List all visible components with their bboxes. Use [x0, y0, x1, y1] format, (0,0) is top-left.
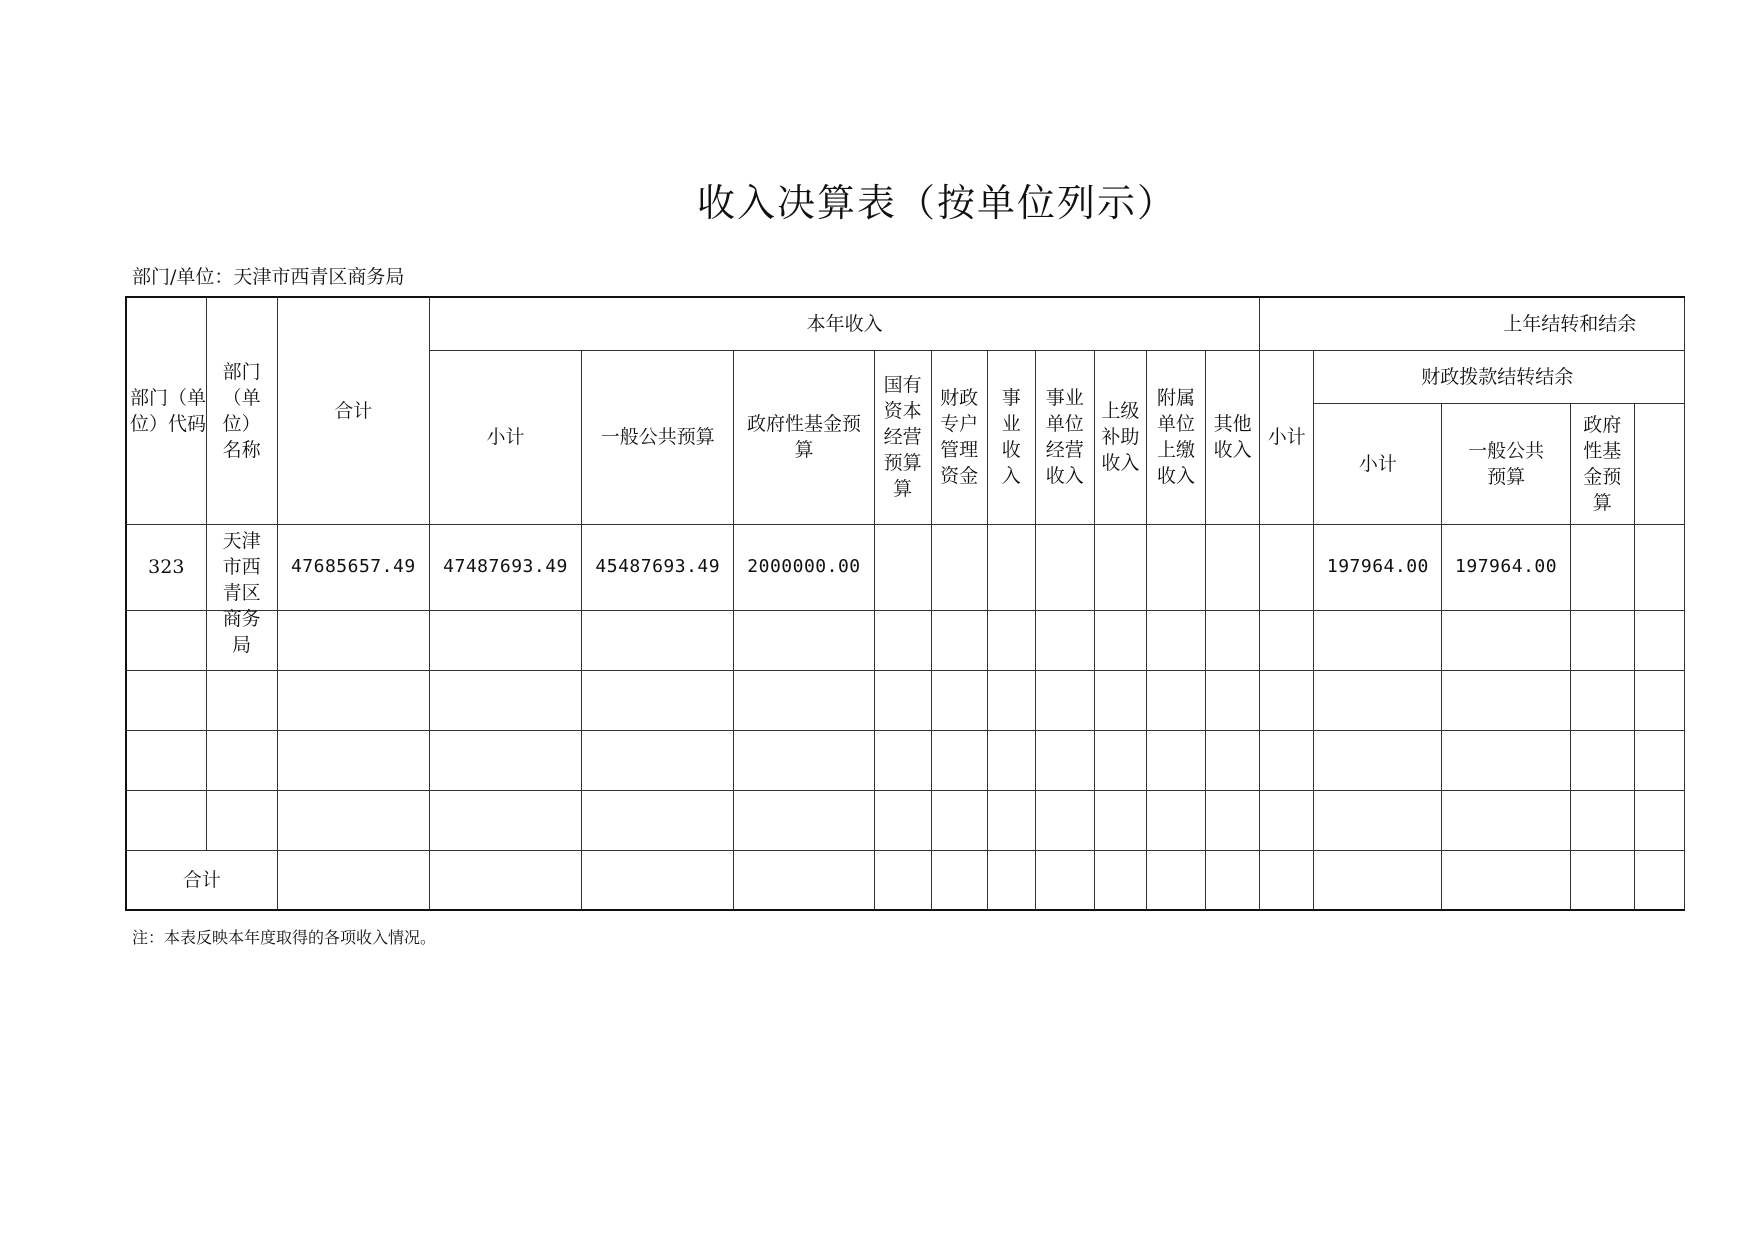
total-row-label: 合计: [126, 850, 277, 910]
header-prior-subtotal: 小计: [1260, 350, 1314, 524]
income-table: [125, 296, 1685, 911]
cell-prior-fiscal-subtotal: 197964.00: [1314, 524, 1442, 610]
header-fiscal-carryover: 财政拨款结转结余: [1314, 350, 1685, 403]
header-gov-fund-budget: 政府性基金预算: [734, 350, 874, 524]
cell-empty: [1570, 524, 1634, 610]
cell-empty: [1146, 524, 1205, 610]
header-prior-gov-fund-budget: 政府性基金预算: [1570, 403, 1634, 524]
header-prior-subtotal-inner: 小计: [1314, 403, 1442, 524]
header-fiscal-special-funds: 财政专户管理资金: [931, 350, 987, 524]
table-row-empty: [126, 670, 1685, 730]
header-business-income: 事业收入: [987, 350, 1035, 524]
header-affiliated-unit-income: 附属单位上缴收入: [1146, 350, 1205, 524]
cell-subtotal: 47487693.49: [429, 524, 581, 610]
table-row-empty: [126, 730, 1685, 790]
cell-empty: [1035, 524, 1094, 610]
cell-prior-general-public-budget: 197964.00: [1442, 524, 1570, 610]
cell-name: 天津市西青区商务局: [206, 524, 277, 610]
header-subtotal: 小计: [429, 350, 581, 524]
cell-empty: [1634, 524, 1684, 610]
cell-code: 323: [126, 524, 206, 610]
header-business-operating-income: 事业单位经营收入: [1035, 350, 1094, 524]
header-other-income: 其他收入: [1206, 350, 1260, 524]
header-prior-extra: [1634, 403, 1684, 524]
table-row: [126, 524, 1685, 610]
header-dept-name: 部门（单位）名称: [206, 297, 277, 524]
header-row-1: [126, 297, 1685, 350]
header-prior-year-carryover: 上年结转和结余: [1260, 297, 1685, 350]
cell-empty: [1206, 524, 1260, 610]
page-title: 收入决算表（按单位列示）: [696, 181, 1177, 225]
cell-empty: [1260, 524, 1314, 610]
cell-empty: [1094, 524, 1146, 610]
cell-empty: [987, 524, 1035, 610]
header-upper-subsidy-income: 上级补助收入: [1094, 350, 1146, 524]
header-dept-code: 部门（单位）代码: [126, 297, 206, 524]
unit-line: 部门/单位：天津市西青区商务局: [132, 266, 405, 288]
footnote: 注：本表反映本年度取得的各项收入情况。: [132, 928, 437, 947]
cell-empty: [874, 524, 931, 610]
cell-empty: [931, 524, 987, 610]
cell-gov-fund-budget: 2000000.00: [734, 524, 874, 610]
header-current-year-income: 本年收入: [429, 297, 1259, 350]
total-row: [126, 850, 1685, 910]
header-state-capital-budget: 国有资本经营预算算: [874, 350, 931, 524]
header-general-public-budget: 一般公共预算: [582, 350, 734, 524]
table-row-empty: [126, 610, 1685, 670]
header-total: 合计: [277, 297, 429, 524]
cell-total: 47685657.49: [277, 524, 429, 610]
header-prior-general-public-budget: 一般公共预算: [1442, 403, 1570, 524]
cell-general-public-budget: 45487693.49: [582, 524, 734, 610]
table-row-empty: [126, 790, 1685, 850]
income-table-viewport: [125, 296, 1639, 915]
